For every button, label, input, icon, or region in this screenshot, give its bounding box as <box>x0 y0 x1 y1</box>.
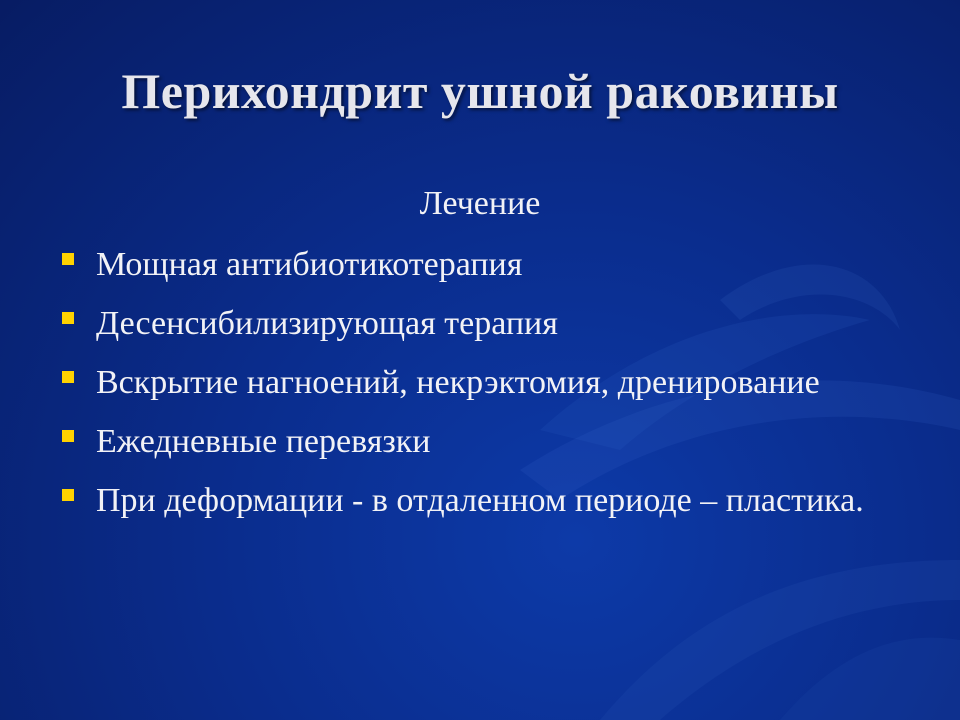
bullet-text: Ежедневные перевязки <box>96 423 431 460</box>
bullet-text: Мощная антибиотикотерапия <box>96 246 523 283</box>
bullet-text: Десенсибилизирующая терапия <box>96 305 558 342</box>
square-bullet-icon <box>62 489 74 501</box>
slide-title: Перихондрит ушной раковины <box>121 63 839 119</box>
bullet-item <box>60 417 920 467</box>
square-bullet-icon <box>62 371 74 383</box>
bullet-text: Вскрытие нагноений, некрэктомия, дренирование <box>96 364 820 401</box>
bullet-item <box>60 240 920 290</box>
square-bullet-icon <box>62 312 74 324</box>
bullet-item <box>60 299 920 349</box>
bullet-text: При деформации - в отдаленном периоде – пластика. <box>96 482 864 519</box>
bullet-list <box>60 240 920 535</box>
square-bullet-icon <box>62 430 74 442</box>
bullet-item <box>60 476 920 526</box>
square-bullet-icon <box>62 253 74 265</box>
bullet-item <box>60 358 920 408</box>
slide-subtitle: Лечение <box>419 185 541 222</box>
